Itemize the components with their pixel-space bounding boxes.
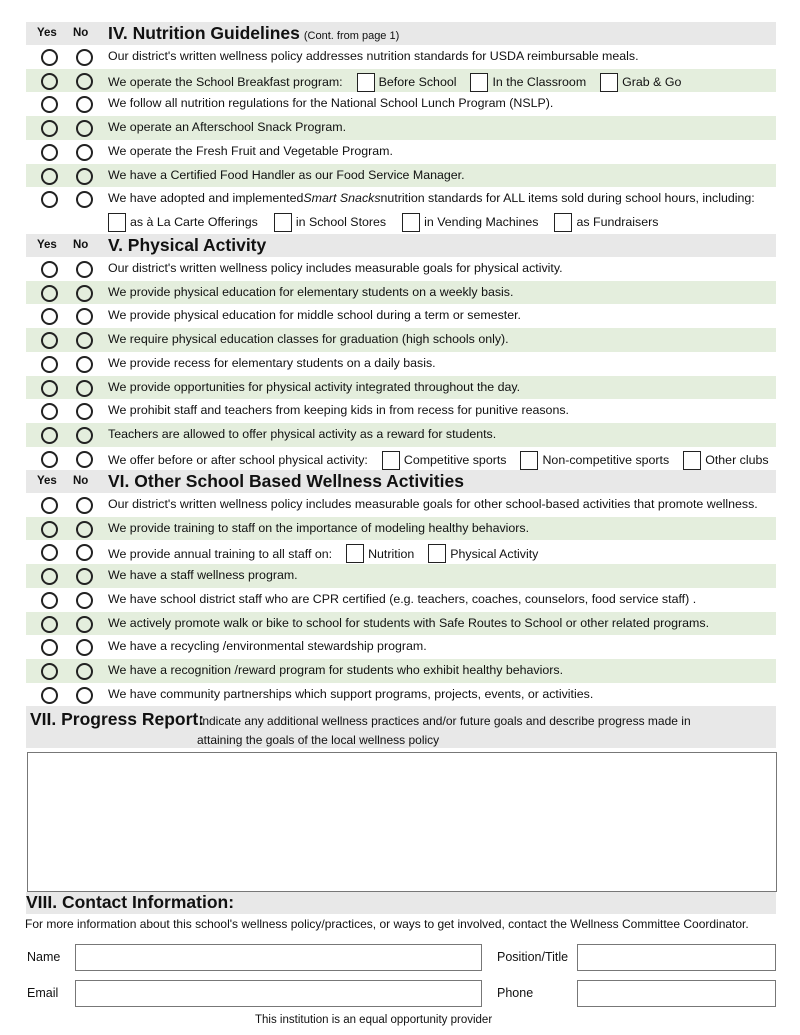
row-text [108, 639, 427, 653]
no-radio[interactable] [76, 403, 93, 420]
option-label: in School Stores [295, 215, 387, 230]
no-radio[interactable] [76, 261, 93, 278]
row-text [108, 427, 496, 441]
yes-radio[interactable] [41, 191, 58, 208]
checkbox[interactable] [108, 213, 126, 232]
yes-radio[interactable] [41, 144, 58, 161]
row-label: We provide physical education for middle school during a term or semester. [108, 308, 521, 323]
option-checkbox[interactable] [548, 213, 658, 232]
progress-report-textarea[interactable] [27, 752, 777, 892]
checklist-row [26, 659, 776, 683]
checklist-row [26, 588, 776, 612]
name-input[interactable] [75, 944, 482, 971]
no-radio[interactable] [76, 497, 93, 514]
yes-radio[interactable] [41, 616, 58, 633]
checklist-row [26, 164, 776, 188]
no-radio[interactable] [76, 639, 93, 656]
checkbox[interactable] [382, 451, 400, 470]
no-radio[interactable] [76, 356, 93, 373]
email-label: Email [27, 986, 59, 1000]
progress-report-header [26, 706, 776, 748]
row-text [108, 261, 563, 275]
checklist-row [26, 92, 776, 116]
row-label: We provide annual training to all staff on: [108, 546, 333, 561]
yes-radio[interactable] [41, 380, 58, 397]
row-text [108, 663, 563, 677]
no-column-label: No [73, 239, 89, 251]
progress-report-title: VII. Progress Report: [30, 709, 205, 729]
section-header [26, 470, 776, 493]
checklist-row [26, 376, 776, 400]
option-label: Other clubs [705, 453, 769, 468]
row-text [108, 451, 769, 470]
checkbox[interactable] [274, 213, 292, 232]
row-label: Teachers are allowed to offer physical activity as a reward for students. [108, 426, 497, 441]
checkbox[interactable] [554, 213, 572, 232]
option-label: Grab & Go [622, 75, 682, 90]
yes-radio[interactable] [41, 568, 58, 585]
contact-description: For more information about this school's wellness policy/practices, or ways to get involved, contact the Wellness Committee Coordinator. [25, 917, 749, 931]
phone-input[interactable] [577, 980, 776, 1007]
option-checkbox[interactable] [268, 213, 386, 232]
checklist-row [26, 69, 776, 93]
yes-column-label: Yes [37, 27, 57, 39]
checkbox[interactable] [428, 544, 446, 563]
no-radio[interactable] [76, 568, 93, 585]
row-label-cont: nutrition standards for ALL items sold during school hours, including: [380, 191, 755, 206]
checklist-row [26, 517, 776, 541]
no-radio[interactable] [76, 49, 93, 66]
no-column-label: No [73, 475, 89, 487]
yes-radio[interactable] [41, 639, 58, 656]
yes-radio[interactable] [41, 403, 58, 420]
option-checkbox[interactable] [464, 73, 586, 92]
row-text [108, 73, 681, 92]
yes-radio[interactable] [41, 73, 58, 90]
option-checkbox[interactable] [514, 451, 669, 470]
option-label: Physical Activity [450, 546, 539, 561]
row-label: We have school district staff who are CPR certified (e.g. teachers, coaches, counselors, food service staff) . [108, 591, 697, 606]
no-radio[interactable] [76, 544, 93, 561]
no-radio[interactable] [76, 168, 93, 185]
yes-radio[interactable] [41, 261, 58, 278]
checklist-row [26, 140, 776, 164]
option-label: Nutrition [368, 546, 415, 561]
yes-radio[interactable] [41, 497, 58, 514]
no-radio[interactable] [76, 191, 93, 208]
yes-radio[interactable] [41, 308, 58, 325]
no-radio[interactable] [76, 144, 93, 161]
row-label: We have community partnerships which support programs, projects, events, or activities. [108, 686, 594, 701]
sub-options [108, 213, 658, 232]
option-label: Before School [378, 75, 457, 90]
row-text [108, 144, 393, 158]
checklist-row [26, 45, 776, 69]
checklist-row [26, 257, 776, 281]
no-radio[interactable] [76, 427, 93, 444]
yes-radio[interactable] [41, 663, 58, 680]
yes-column-label: Yes [37, 239, 57, 251]
checklist-row [26, 540, 776, 564]
no-radio[interactable] [76, 663, 93, 680]
row-text [108, 120, 346, 134]
yes-radio[interactable] [41, 451, 58, 468]
no-radio[interactable] [76, 380, 93, 397]
row-label: We offer before or after school physical activity: [108, 453, 368, 468]
checklist-row [26, 352, 776, 376]
row-text [108, 568, 298, 582]
row-text [108, 332, 509, 346]
no-radio[interactable] [76, 120, 93, 137]
checkbox[interactable] [683, 451, 701, 470]
yes-radio[interactable] [41, 427, 58, 444]
row-text [108, 308, 521, 322]
phone-label: Phone [497, 986, 534, 1000]
checklist-row [26, 187, 776, 211]
row-label: We have a recycling /environmental stewardship program. [108, 639, 427, 654]
row-text [108, 544, 538, 563]
yes-radio[interactable] [41, 356, 58, 373]
checklist-row [26, 635, 776, 659]
option-checkbox[interactable] [102, 213, 258, 232]
row-label: We require physical education classes for graduation (high schools only). [108, 332, 509, 347]
email-input[interactable] [75, 980, 482, 1007]
row-label: We provide recess for elementary students on a daily basis. [108, 355, 436, 370]
option-label: in Vending Machines [424, 215, 539, 230]
yes-radio[interactable] [41, 544, 58, 561]
progress-report-instructions-2: attaining the goals of the local wellness policy [197, 733, 440, 747]
row-text [108, 380, 520, 394]
row-text [108, 49, 639, 63]
checklist-row [26, 564, 776, 588]
option-checkbox[interactable] [340, 544, 414, 563]
checklist-row [26, 281, 776, 305]
no-radio[interactable] [76, 687, 93, 704]
yes-radio[interactable] [41, 687, 58, 704]
row-text [108, 403, 569, 417]
yes-radio[interactable] [41, 120, 58, 137]
yes-radio[interactable] [41, 96, 58, 113]
yes-radio[interactable] [41, 168, 58, 185]
section-title-group [108, 235, 266, 256]
no-radio[interactable] [76, 308, 93, 325]
yes-radio[interactable] [41, 521, 58, 538]
section-title: VI. Other School Based Wellness Activities [108, 471, 464, 491]
section-header [26, 22, 776, 45]
option-checkbox[interactable] [396, 213, 538, 232]
option-checkbox[interactable] [376, 451, 507, 470]
row-label: We provide opportunities for physical activity integrated throughout the day. [108, 379, 521, 394]
row-text [108, 191, 755, 205]
row-label: Our district's written wellness policy addresses nutrition standards for USDA reimbursable meals. [108, 49, 639, 63]
option-checkbox[interactable] [422, 544, 538, 563]
row-label: We have adopted and implemented [108, 191, 304, 206]
option-label: as à La Carte Offerings [130, 215, 258, 230]
contact-title: VIII. Contact Information: [26, 892, 235, 912]
checklist-row [26, 683, 776, 707]
row-label: We operate the Fresh Fruit and Vegetable Program. [108, 143, 393, 158]
section-subtitle: (Cont. from page 1) [303, 30, 400, 42]
row-text [108, 356, 436, 370]
checklist-row [26, 423, 776, 447]
row-label: We provide training to staff on the importance of modeling healthy behaviors. [108, 520, 530, 535]
option-label: Competitive sports [403, 453, 507, 468]
row-text [108, 521, 529, 535]
no-column-label: No [73, 27, 89, 39]
row-label: We actively promote walk or bike to school for students with Safe Routes to School or other related programs. [108, 615, 710, 630]
section-title-group [108, 23, 399, 44]
no-radio[interactable] [76, 451, 93, 468]
no-radio[interactable] [76, 73, 93, 90]
checklist-row [26, 493, 776, 517]
section-title: V. Physical Activity [108, 235, 267, 255]
row-label-italic: Smart Snacks [303, 191, 381, 206]
row-text [108, 616, 709, 630]
row-text [108, 285, 513, 299]
no-radio[interactable] [76, 616, 93, 633]
yes-radio[interactable] [41, 592, 58, 609]
yes-column-label: Yes [37, 475, 57, 487]
row-text [108, 497, 758, 511]
row-text [108, 687, 593, 701]
no-radio[interactable] [76, 521, 93, 538]
row-label: Our district's written wellness policy includes measurable goals for physical activity. [108, 261, 563, 275]
row-label: We have a staff wellness program. [108, 568, 298, 583]
contact-header [26, 892, 776, 914]
row-label: We follow all nutrition regulations for the National School Lunch Program (NSLP). [108, 96, 554, 111]
section-title: IV. Nutrition Guidelines [108, 23, 300, 43]
checkbox[interactable] [470, 73, 488, 92]
checkbox[interactable] [346, 544, 364, 563]
name-label: Name [27, 950, 61, 964]
checklist-row [26, 116, 776, 140]
no-radio[interactable] [76, 592, 93, 609]
yes-radio[interactable] [41, 332, 58, 349]
row-label: We prohibit staff and teachers from keeping kids in from recess for punitive reasons. [108, 403, 569, 418]
progress-report-instructions-1: Indicate any additional wellness practices and/or future goals and describe progress made in [199, 714, 691, 728]
row-label: We have a recognition /reward program for students who exhibit healthy behaviors. [108, 662, 564, 677]
position-label: Position/Title [497, 950, 569, 964]
checkbox[interactable] [520, 451, 538, 470]
row-label: We operate an Afterschool Snack Program. [108, 120, 347, 135]
checklist-row [26, 304, 776, 328]
checklist-row [26, 328, 776, 352]
section-title-group [108, 471, 464, 492]
option-label: In the Classroom [492, 75, 587, 90]
option-label: as Fundraisers [576, 215, 659, 230]
option-checkbox[interactable] [594, 73, 681, 92]
no-radio[interactable] [76, 332, 93, 349]
position-input[interactable] [577, 944, 776, 971]
yes-radio[interactable] [41, 49, 58, 66]
checkbox[interactable] [600, 73, 618, 92]
option-checkbox[interactable] [351, 73, 457, 92]
option-label: Non-competitive sports [542, 453, 670, 468]
row-label: Our district's written wellness policy includes measurable goals for other school-based activities that promote wellness. [108, 497, 758, 511]
no-radio[interactable] [76, 96, 93, 113]
row-text [108, 592, 696, 606]
option-checkbox[interactable] [677, 451, 768, 470]
row-label: We have a Certified Food Handler as our Food Service Manager. [108, 167, 465, 182]
footer-text: This institution is an equal opportunity provider [255, 1014, 493, 1026]
row-label: We provide physical education for elementary students on a weekly basis. [108, 284, 514, 299]
checklist-row [26, 399, 776, 423]
checkbox[interactable] [357, 73, 375, 92]
yes-radio[interactable] [41, 285, 58, 302]
checkbox[interactable] [402, 213, 420, 232]
checklist-row [26, 612, 776, 636]
row-text [108, 96, 553, 110]
row-label: We operate the School Breakfast program: [108, 75, 343, 90]
checklist-row [26, 447, 776, 471]
no-radio[interactable] [76, 285, 93, 302]
section-header [26, 234, 776, 257]
row-text [108, 168, 465, 182]
